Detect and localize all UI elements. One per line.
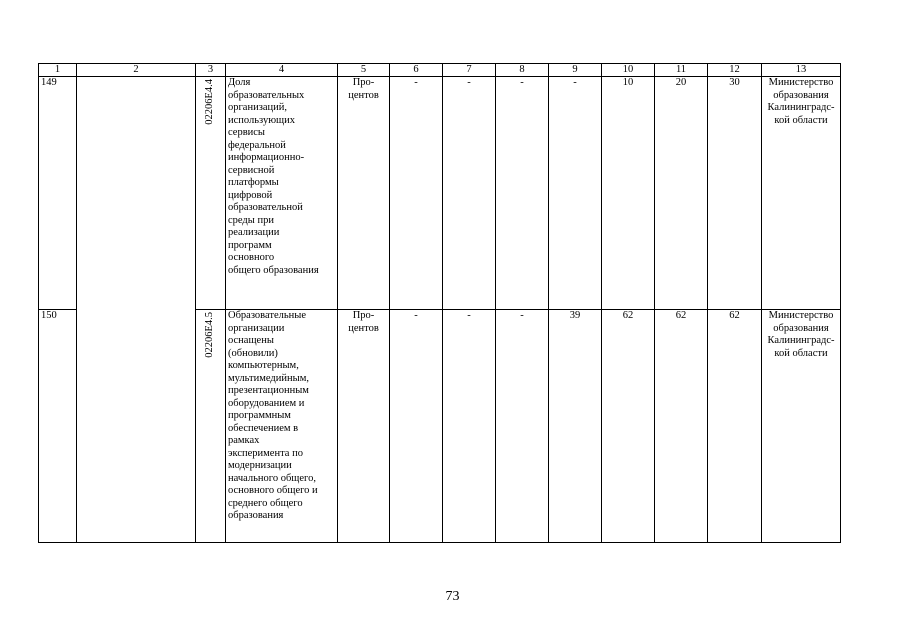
text-line: Калининградс-: [767, 335, 835, 346]
text-line: организации: [228, 322, 285, 334]
value-cell: 30: [708, 77, 762, 310]
indicator-name: [226, 77, 338, 310]
text-line: оснащены: [228, 335, 274, 346]
text-line: информационно-: [228, 152, 305, 163]
text-line: центов: [348, 89, 379, 101]
text-line: образовательной: [228, 202, 303, 213]
unit-cell: [338, 310, 390, 543]
text-line: Образовательные: [228, 310, 306, 321]
text-line: программ: [228, 239, 272, 251]
text-line: образования: [773, 322, 829, 334]
text-line: сервисы: [228, 127, 265, 138]
header-cell: 3: [196, 64, 226, 77]
text-line: начального общего,: [228, 472, 316, 484]
text-line: общего образования: [228, 264, 319, 276]
data-table: [38, 63, 841, 543]
responsible-cell: [762, 77, 841, 310]
value-cell: 39: [549, 310, 602, 543]
value-cell: -: [496, 310, 549, 543]
text-line: основного общего и: [228, 485, 318, 496]
text-line: среднего общего: [228, 497, 303, 509]
text-line: организаций,: [228, 102, 287, 113]
group-cell: [77, 77, 196, 543]
text-line: кой области: [774, 347, 828, 359]
header-cell: 1: [39, 64, 77, 77]
text-line: модернизации: [228, 460, 292, 471]
text-line: платформы: [228, 177, 279, 188]
table-row: [39, 77, 841, 310]
header-cell: 7: [443, 64, 496, 77]
row-number: 150: [39, 310, 77, 543]
text-line: образовательных: [228, 89, 305, 101]
value-cell: 10: [602, 77, 655, 310]
text-line: среды при: [228, 214, 274, 226]
page-number: 73: [445, 589, 460, 604]
text-line: компьютерным,: [228, 360, 299, 371]
text-line: реализации: [228, 227, 280, 238]
text-line: рамках: [228, 435, 260, 446]
text-line: основного: [228, 252, 275, 263]
unit-cell: [338, 77, 390, 310]
value-cell: -: [390, 310, 443, 543]
responsible-cell: [762, 310, 841, 543]
value-cell: -: [549, 77, 602, 310]
text-line: федеральной: [228, 139, 286, 151]
text-line: использующих: [228, 114, 296, 126]
header-cell: 5: [338, 64, 390, 77]
text-line: кой области: [774, 114, 828, 126]
header-cell: 13: [762, 64, 841, 77]
text-line: программным: [228, 410, 291, 421]
value-cell: -: [390, 77, 443, 310]
header-row: [39, 64, 841, 77]
value-cell: -: [496, 77, 549, 310]
text-line: Министерство: [768, 310, 834, 321]
text-line: оборудованием и: [228, 397, 305, 409]
header-cell: 11: [655, 64, 708, 77]
row-number: 149: [39, 77, 77, 310]
text-line: образования: [773, 89, 829, 101]
text-line: сервисной: [228, 164, 275, 176]
header-cell: 4: [226, 64, 338, 77]
text-line: цифровой: [228, 189, 273, 201]
header-cell: 6: [390, 64, 443, 77]
text-line: мультимедийным,: [228, 372, 309, 384]
text-line: Калининградс-: [767, 102, 835, 113]
value-cell: 20: [655, 77, 708, 310]
text-line: Министерство: [768, 77, 834, 88]
indicator-name: [226, 310, 338, 543]
text-line: эксперимента по: [228, 447, 303, 459]
text-line: презентационным: [228, 385, 309, 396]
value-cell: -: [443, 77, 496, 310]
header-cell: 10: [602, 64, 655, 77]
text-line: образования: [228, 510, 284, 521]
value-cell: 62: [708, 310, 762, 543]
header-cell: 9: [549, 64, 602, 77]
text-line: Про-: [352, 310, 375, 321]
value-cell: 62: [655, 310, 708, 543]
indicator-code: 02206E4.4: [204, 79, 216, 125]
header-cell: 2: [77, 64, 196, 77]
value-cell: -: [443, 310, 496, 543]
text-line: обеспечением в: [228, 422, 299, 434]
text-line: центов: [348, 322, 379, 334]
text-line: Доля: [228, 77, 251, 88]
text-line: Про-: [352, 77, 375, 88]
value-cell: 62: [602, 310, 655, 543]
text-line: (обновили): [228, 347, 278, 359]
header-cell: 12: [708, 64, 762, 77]
header-cell: 8: [496, 64, 549, 77]
indicator-code: 02206E4.5: [204, 312, 216, 358]
